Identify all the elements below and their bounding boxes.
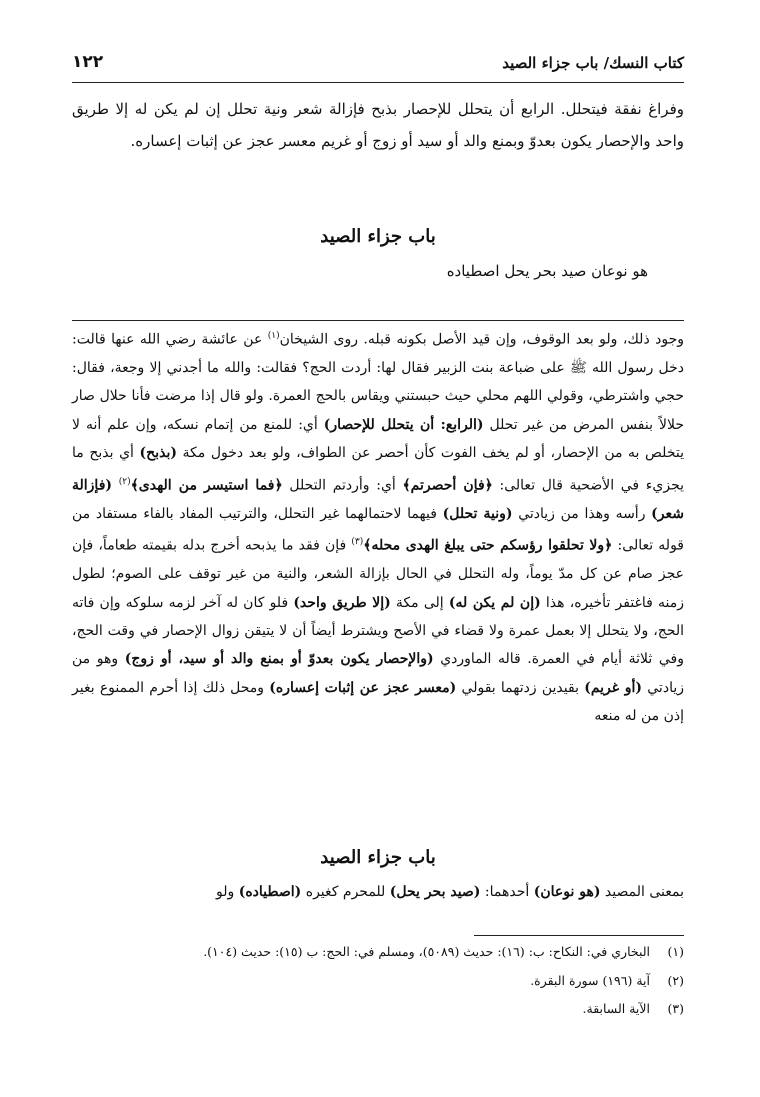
commentary-block [72, 322, 684, 731]
commentary-text: أي: للمنع من إتمام نسكه، وإن علم أنه لا يتخلص به من الإحصار، أو لم يخف الفوت كأن أحصر عن الطواف، ولو بعد دخول مكة [72, 416, 684, 462]
quran-quote: ﴿ولا تحلقوا رؤسكم حتى يبلغ الهدى محله﴾ [363, 537, 613, 554]
commentary-text: بمعنى المصيد [600, 884, 684, 900]
quoted-matn: (فإزالة شعر) [72, 477, 684, 522]
footnote-item [72, 995, 684, 1024]
footnote-item [72, 938, 684, 967]
commentary-text [112, 477, 119, 493]
commentary-text: فإن فقد ما يذبحه أخرج بدله بقيمته طعاماً، فإن عجز صام عن كل مدّ يوماً، وله التحلل في الحال بإزالة الشعر، والنية من غير توقف على الصوم؛ لطول زمنه فاغتفر تأخيره، هذا [72, 537, 684, 611]
commentary-text: فيهما لاحتمالهما غير التحلل، والترتيب المفاد بالفاء مستفاد من قوله تعالى: [72, 505, 684, 554]
quoted-matn: (بذبح) [139, 445, 177, 462]
footnotes [72, 938, 684, 1024]
chapter-title: كتاب النسك/ باب جزاء الصيد [502, 54, 684, 72]
footnote-ref: (٣) [351, 537, 364, 548]
quran-quote: ﴿فإن أحصرتم﴾ [402, 477, 493, 494]
commentary-continuation [72, 878, 684, 906]
commentary-text: ومحل ذلك إذا أحرم الممنوع بغير إذن من له منعه [72, 679, 684, 725]
footnote-number: (١) [667, 944, 684, 959]
quoted-matn: (هو نوعان) [533, 884, 601, 900]
footnote-item [72, 967, 684, 996]
footnote-number: (٢) [667, 972, 684, 988]
commentary-text: عن عائشة رضي الله عنها قالت: دخل رسول الله ﷺ على ضباعة بنت الزبير فقال لها: أردت الحج؟ فقالت: والله ما أجدني إلا وجعة، فقال: حجي واشترطي، وقولي اللهم محلي حيث حبستني ويقاس بالحج العمرة. ولو قال إذا مرضت فأنا حلال صار حلالاً بنفس المرض من غير تحلل [72, 331, 684, 433]
commentary-paragraph [72, 322, 684, 731]
commentary-text: وهو من زيادتي [72, 651, 684, 696]
quoted-matn: (الرابع: أن يتحلل للإحصار) [323, 416, 484, 433]
footnote-text: آية (١٩٦) سورة البقرة. [530, 972, 650, 988]
commentary-text: فلو كان له آخر لزمه سلوكه وإن فاته الحج، ولا يتحلل إلا بعمل عمرة ولا قضاء في الأصح ويشترط أيضاً أن لا يتيقن زوال الإحصار في وقت الحج، وفي ثلاثة أيام في العمرة. قاله الماوردي [72, 594, 684, 668]
quoted-matn: (معسر عجز عن إثبات إعساره) [269, 679, 457, 696]
commentary-text: أي: وأردتم التحلل [282, 477, 403, 494]
footnote-text: البخاري في: النكاح: ب: (١٦): حديث (٥٠٨٩)، ومسلم في: الحج: ب (١٥): حديث (١٠٤). [203, 944, 650, 959]
footnote-divider [474, 935, 684, 936]
matn-sharh-divider [72, 320, 684, 321]
matn-paragraph: وفراغ نفقة فيتحلل. الرابع أن يتحلل للإحصار بذبح فإزالة شعر ونية تحلل إن لم يكن له إلا طريق واحد والإحصار يكون بعدوّ وبمنع والد أو سيد أو زوج أو غريم معسر عجز عن إثبات إعساره. [72, 100, 684, 150]
footnote-ref: (٢) [118, 476, 131, 487]
quoted-matn: (أو غريم) [584, 679, 643, 696]
header-divider [72, 82, 684, 83]
commentary-text: أحدهما: [480, 884, 534, 900]
quoted-matn: (اصطياده) [238, 884, 302, 900]
quoted-matn: (إلا طريق واحد) [293, 594, 391, 611]
quoted-matn: (صيد بحر يحل) [389, 884, 481, 900]
commentary-text: إلى مكة [390, 594, 449, 611]
commentary-text: ولو [216, 884, 239, 900]
quoted-matn: (ونية تحلل) [442, 505, 513, 522]
section-heading: باب جزاء الصيد [320, 226, 436, 247]
commentary-text: أي بذبح ما يجزيء في الأضحية قال تعالى: [72, 445, 684, 494]
commentary-text: رأسه وهذا من زيادتي [512, 505, 652, 522]
footnote-ref: (١) [267, 331, 280, 341]
commentary-text: وجود ذلك، ولو بعد الوقوف، وإن قيد الأصل بكونه قبله. روى الشيخان [279, 331, 684, 348]
quoted-matn: (والإحصار يكون بعدوّ أو بمنع والد أو سيد، أو زوج) [124, 651, 434, 668]
commentary-text: للمحرم كغيره [301, 884, 390, 900]
footnote-number: (٣) [667, 1001, 684, 1016]
section-heading-commentary: باب جزاء الصيد [320, 847, 436, 868]
footnote-text: الآية السابقة. [582, 1001, 650, 1016]
commentary-text: بقيدين زدتهما بقولي [456, 679, 585, 696]
matn-text-block [72, 93, 684, 157]
quran-quote: ﴿فما استيسر من الهدى﴾ [130, 477, 283, 494]
page-header [72, 46, 684, 82]
page-number: ١٢٢ [72, 52, 104, 72]
quoted-matn: (إن لم يكن له) [448, 594, 541, 611]
matn-line: هو نوعان صيد بحر يحل اصطياده [446, 262, 648, 280]
